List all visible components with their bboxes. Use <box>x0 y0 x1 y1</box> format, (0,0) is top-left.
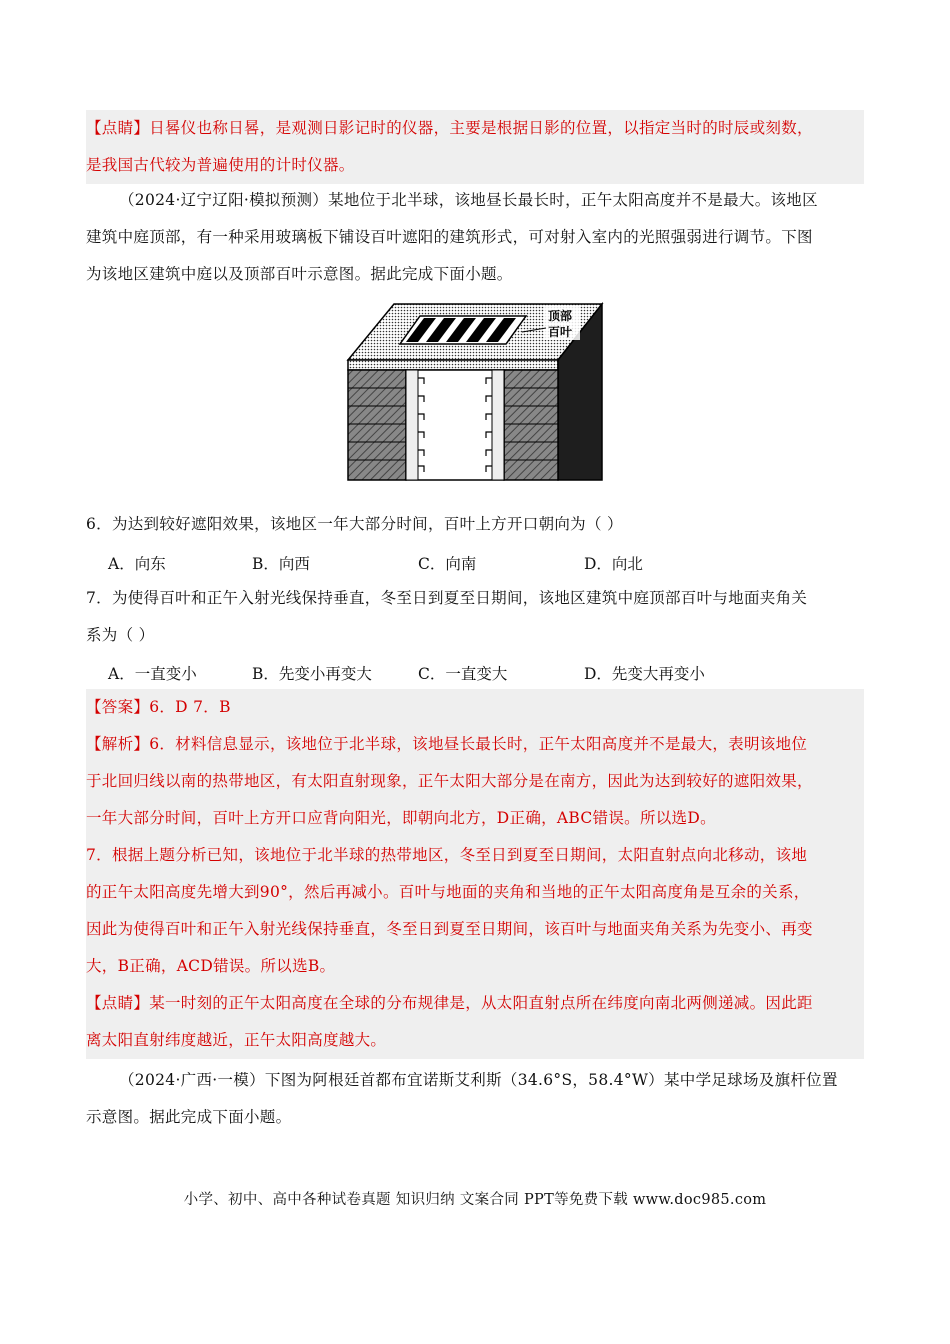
tip-block <box>86 110 864 184</box>
question-intro-2 <box>86 1062 864 1136</box>
analysis-line: 7．根据上题分析已知，该地位于北半球的热带地区，冬至日到夏至日期间，太阳直射点向北移动，该地 <box>86 846 808 864</box>
answer-line: 【答案】6．D 7．B <box>86 698 231 716</box>
question-7 <box>86 580 864 654</box>
q7-option-c[interactable]: C．一直变大 <box>418 665 508 683</box>
intro-line: 建筑中庭顶部，有一种采用玻璃板下铺设百叶遮阳的建筑形式，可对射入室内的光照强弱进行调节。下图 <box>86 228 813 246</box>
atrium-space <box>406 370 504 480</box>
q7-option-d[interactable]: D．先变大再变小 <box>584 665 705 683</box>
tip-line: 是我国古代较为普遍使用的计时仪器。 <box>86 156 355 174</box>
analysis-line: 的正午太阳高度先增大到90°，然后再减小。百叶与地面的夹角和当地的正午太阳高度角是互余的关系， <box>86 883 810 901</box>
tip-line: 【点睛】某一时刻的正午太阳高度在全球的分布规律是，从太阳直射点所在纬度向南北两侧递减。因此距 <box>86 994 813 1012</box>
page-footer: 小学、初中、高中各种试卷真题 知识归纳 文案合同 PPT等免费下载 www.doc985.com <box>183 1192 767 1208</box>
analysis-line: 于北回归线以南的热带地区，有太阳直射现象，正午太阳大部分是在南方，因此为达到较好的遮阳效果， <box>86 772 813 790</box>
answer-block <box>86 689 864 1059</box>
roof-edge <box>348 360 558 370</box>
q6-stem: 6．为达到较好遮阳效果，该地区一年大部分时间，百叶上方开口朝向为（ ） <box>86 515 623 533</box>
analysis-line: 大，B正确，ACD错误。所以选B。 <box>86 957 336 975</box>
question-6 <box>86 506 864 543</box>
q7-stem-line: 系为（ ） <box>86 626 155 644</box>
analysis-line: 【解析】6．材料信息显示，该地位于北半球，该地昼长最长时，正午太阳高度并不是最大，表明该地位 <box>86 735 808 753</box>
intro-line: 为该地区建筑中庭以及顶部百叶示意图。据此完成下面小题。 <box>86 265 513 283</box>
q6-option-d[interactable]: D．向北 <box>584 555 643 573</box>
question-intro <box>86 182 864 293</box>
intro-line: 示意图。据此完成下面小题。 <box>86 1108 292 1126</box>
q7-option-a[interactable]: A．一直变小 <box>108 665 197 683</box>
q7-stem-line: 7．为使得百叶和正午入射光线保持垂直，冬至日到夏至日期间，该地区建筑中庭顶部百叶与地面夹角关 <box>86 589 808 607</box>
tip-line: 【点睛】日晷仪也称日晷，是观测日影记时的仪器，主要是根据日影的位置，以指定当时的时辰或刻数， <box>86 119 813 137</box>
analysis-line: 因此为使得百叶和正午入射光线保持垂直，冬至日到夏至日期间，该百叶与地面夹角关系为先变小、再变 <box>86 920 813 938</box>
label-louver: 百叶 <box>548 325 573 339</box>
q6-options <box>86 552 864 582</box>
q7-options <box>86 662 864 692</box>
intro-line: （2024·广西·一模）下图为阿根廷首都布宜诺斯艾利斯（34.6°S，58.4°W）某中学足球场及旗杆位置 <box>119 1071 838 1089</box>
tip-line: 离太阳直射纬度越近，正午太阳高度越大。 <box>86 1031 387 1049</box>
q6-option-c[interactable]: C．向南 <box>418 555 477 573</box>
atrium-building-figure <box>346 300 606 486</box>
q6-option-b[interactable]: B．向西 <box>252 555 310 573</box>
atrium-diagram <box>346 300 606 486</box>
label-top: 顶部 <box>548 309 573 323</box>
q7-option-b[interactable]: B．先变小再变大 <box>252 665 372 683</box>
intro-line: （2024·辽宁辽阳·模拟预测）某地位于北半球，该地昼长最长时，正午太阳高度并不是最大。该地区 <box>119 191 818 209</box>
q6-option-a[interactable]: A．向东 <box>108 555 166 573</box>
right-wall <box>504 370 558 480</box>
analysis-line: 一年大部分时间，百叶上方开口应背向阳光，即朝向北方，D正确，ABC错误。所以选D。 <box>86 809 716 827</box>
left-wall <box>348 370 406 480</box>
